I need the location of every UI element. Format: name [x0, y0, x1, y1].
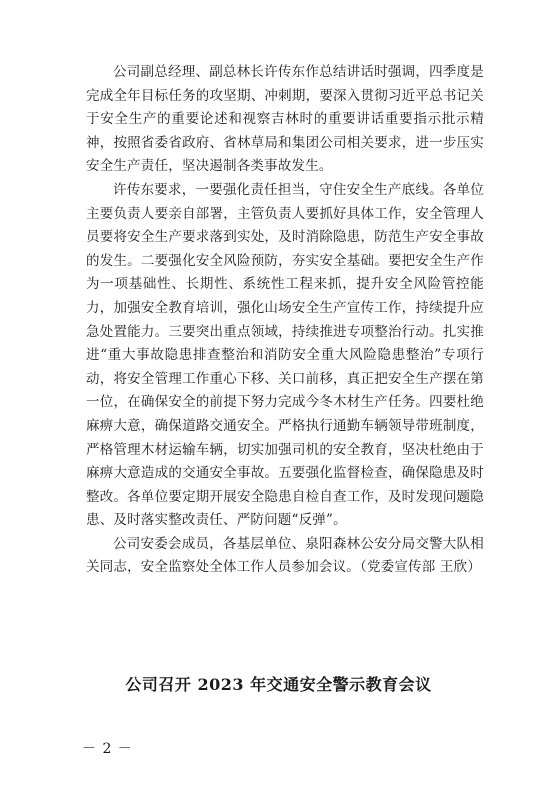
paragraph-requirements: 许传东要求，一要强化责任担当，守住安全生产底线。各单位主要负责人要亲自部署，主管负责人要抓好具体工作，安全管理人员要将安全生产要求落到实处，及时消除隐患，防范生产安全事故的发生。二要强化安全风险预防，夯实安全基础。要把安全生产作为一项基础性、长期性、系统性工程来抓，提升安全风险管控能力，加强安全教育培训，强化山场安全生产宣传工作，持续提升应急处置能力。三要突出重点领域，持续推进专项整治行动。扎实推进“重大事故隐患排查整治和消防安全重大风险隐患整治”专项行动，将安全管理工作重心下移、关口前移，真正把安全生产摆在第一位，在确保安全的前提下努力完成今冬木材生产任务。四要杜绝麻痹大意，确保道路交通安全。严格执行通勤车辆领导带班制度，严格管理木材运输车辆，切实加强司机的安全教育，坚决杜绝由于麻痹大意造成的交通安全事故。五要强化监督检查，确保隐患及时整改。各单位要定期开展安全隐患自检自查工作，及时发现问题隐患、及时落实整改责任、严防问题“反弹”。	[86, 181, 484, 529]
article-body	[86, 61, 484, 580]
paragraph-summary-speech: 公司副总经理、副总林长许传东作总结讲话时强调，四季度是完成全年目标任务的攻坚期、冲刺期，要深入贯彻习近平总书记关于安全生产的重要论述和视察吉林时的重要讲话重要指示批示精神，按照省委省政府、省林草局和集团公司相关要求，进一步压实安全生产责任，坚决遏制各类事故发生。	[86, 64, 484, 175]
article-heading: 公司召开 2023 年交通安全警示教育会议	[125, 675, 432, 694]
paragraph-attendees: 公司安委会成员，各基层单位、泉阳森林公安分局交警大队相关同志，安全监察处全体工作人员参加会议。（党委宣传部 王欣）	[86, 535, 484, 576]
page-number: － 2 －	[82, 741, 133, 757]
